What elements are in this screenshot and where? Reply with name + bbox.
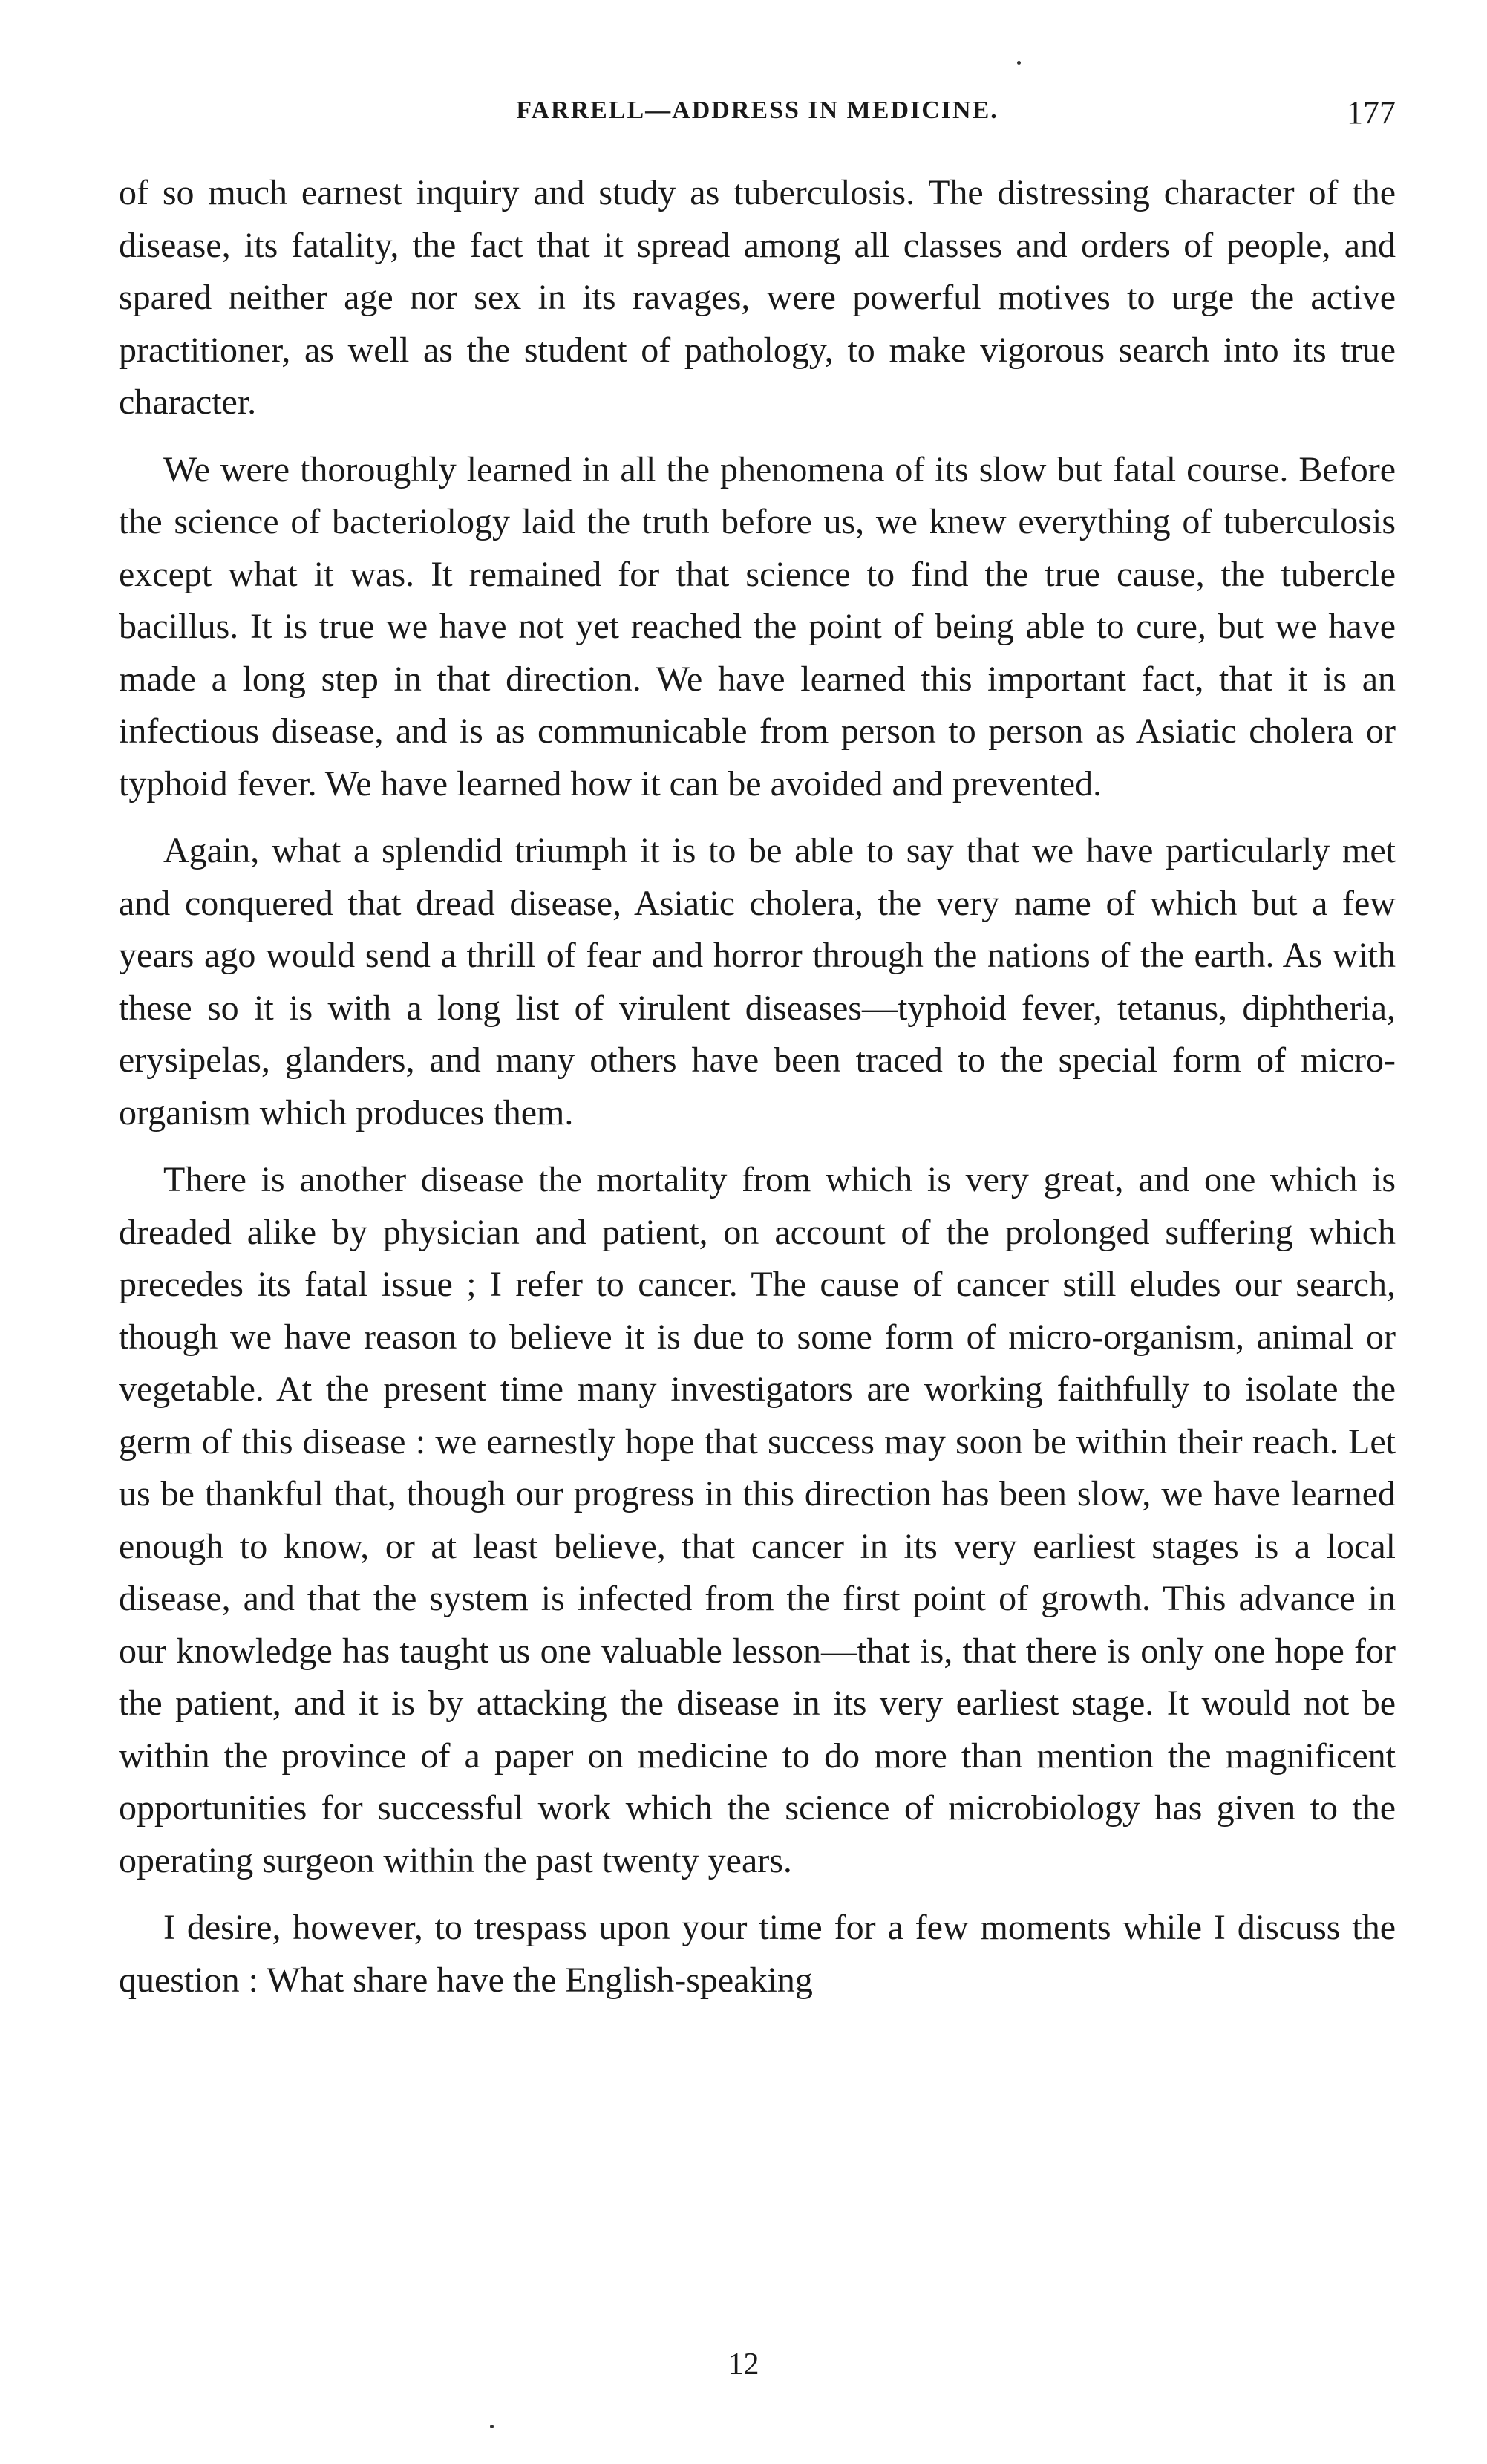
- paragraph-3: Again, what a splendid triumph it is to be able to say that we have particularly met and conquered that dread disease, Asiatic cholera, the very name of which but a few years ago would send a thrill of fear and horror through the nations of the earth. As with these so it is with a long list of virulent diseases—typhoid fever, tetanus, diphtheria, erysipelas, glanders, and many others have been traced to the special form of micro-organism which produces them.: [119, 831, 1396, 1132]
- page-header: [119, 94, 1396, 141]
- paragraph-1: of so much earnest inquiry and study as tuberculosis. The distressing character of the disease, its fatality, the fact that it spread among all classes and orders of people, and spared neither age nor sex in its ravages, were powerful motives to urge the active practitioner, as well as the student of pathology, to make vigorous search into its true character.: [119, 173, 1396, 422]
- running-head: FARRELL—ADDRESS IN MEDICINE.: [516, 97, 999, 124]
- paragraph-4: There is another disease the mortality from which is very great, and one which is dreaded alike by physician and patient, on account of the prolonged suffering which precedes its fatal issue ; I refer to cancer. The cause of cancer still eludes our search, though we have reason to believe it is due to some form of micro-organism, animal or vegetable. At the present time many investigators are working faithfully to isolate the germ of this disease : we earnestly hope that success may soon be within their reach. Let us be thankful that, though our progress in this direction has been slow, we have learned enough to know, or at least believe, that cancer in its very earliest stages is a local disease, and that the system is infected from the first point of growth. This advance in our knowledge has taught us one valuable lesson—that is, that there is only one hope for the patient, and it is by attacking the disease in its very earliest stage. It would not be within the province of a paper on medicine to do more than mention the magnificent opportunities for successful work which the science of microbiology has given to the operating surgeon within the past twenty years.: [119, 1160, 1396, 1880]
- paragraph-2: We were thoroughly learned in all the phenomena of its slow but fatal course. Before the science of bacteriology laid the truth before us, we knew everything of tuberculosis except what it was. It remained for that science to find the true cause, the tubercle bacillus. It is true we have not yet reached the point of being able to cure, but we have made a long step in that direction. We have learned this important fact, that it is an infectious disease, and is as communicable from person to person as Asiatic cholera or typhoid fever. We have learned how it can be avoided and prevented.: [119, 449, 1396, 804]
- print-speck: [1017, 61, 1021, 65]
- print-speck: [490, 2425, 494, 2428]
- paragraph-5: I desire, however, to trespass upon your time for a few moments while I discuss the question : What share have the English-speaking: [119, 1908, 1396, 2000]
- body-text: [119, 167, 1396, 2021]
- signature-mark: 12: [728, 2347, 759, 2382]
- page-number: 177: [1347, 94, 1396, 131]
